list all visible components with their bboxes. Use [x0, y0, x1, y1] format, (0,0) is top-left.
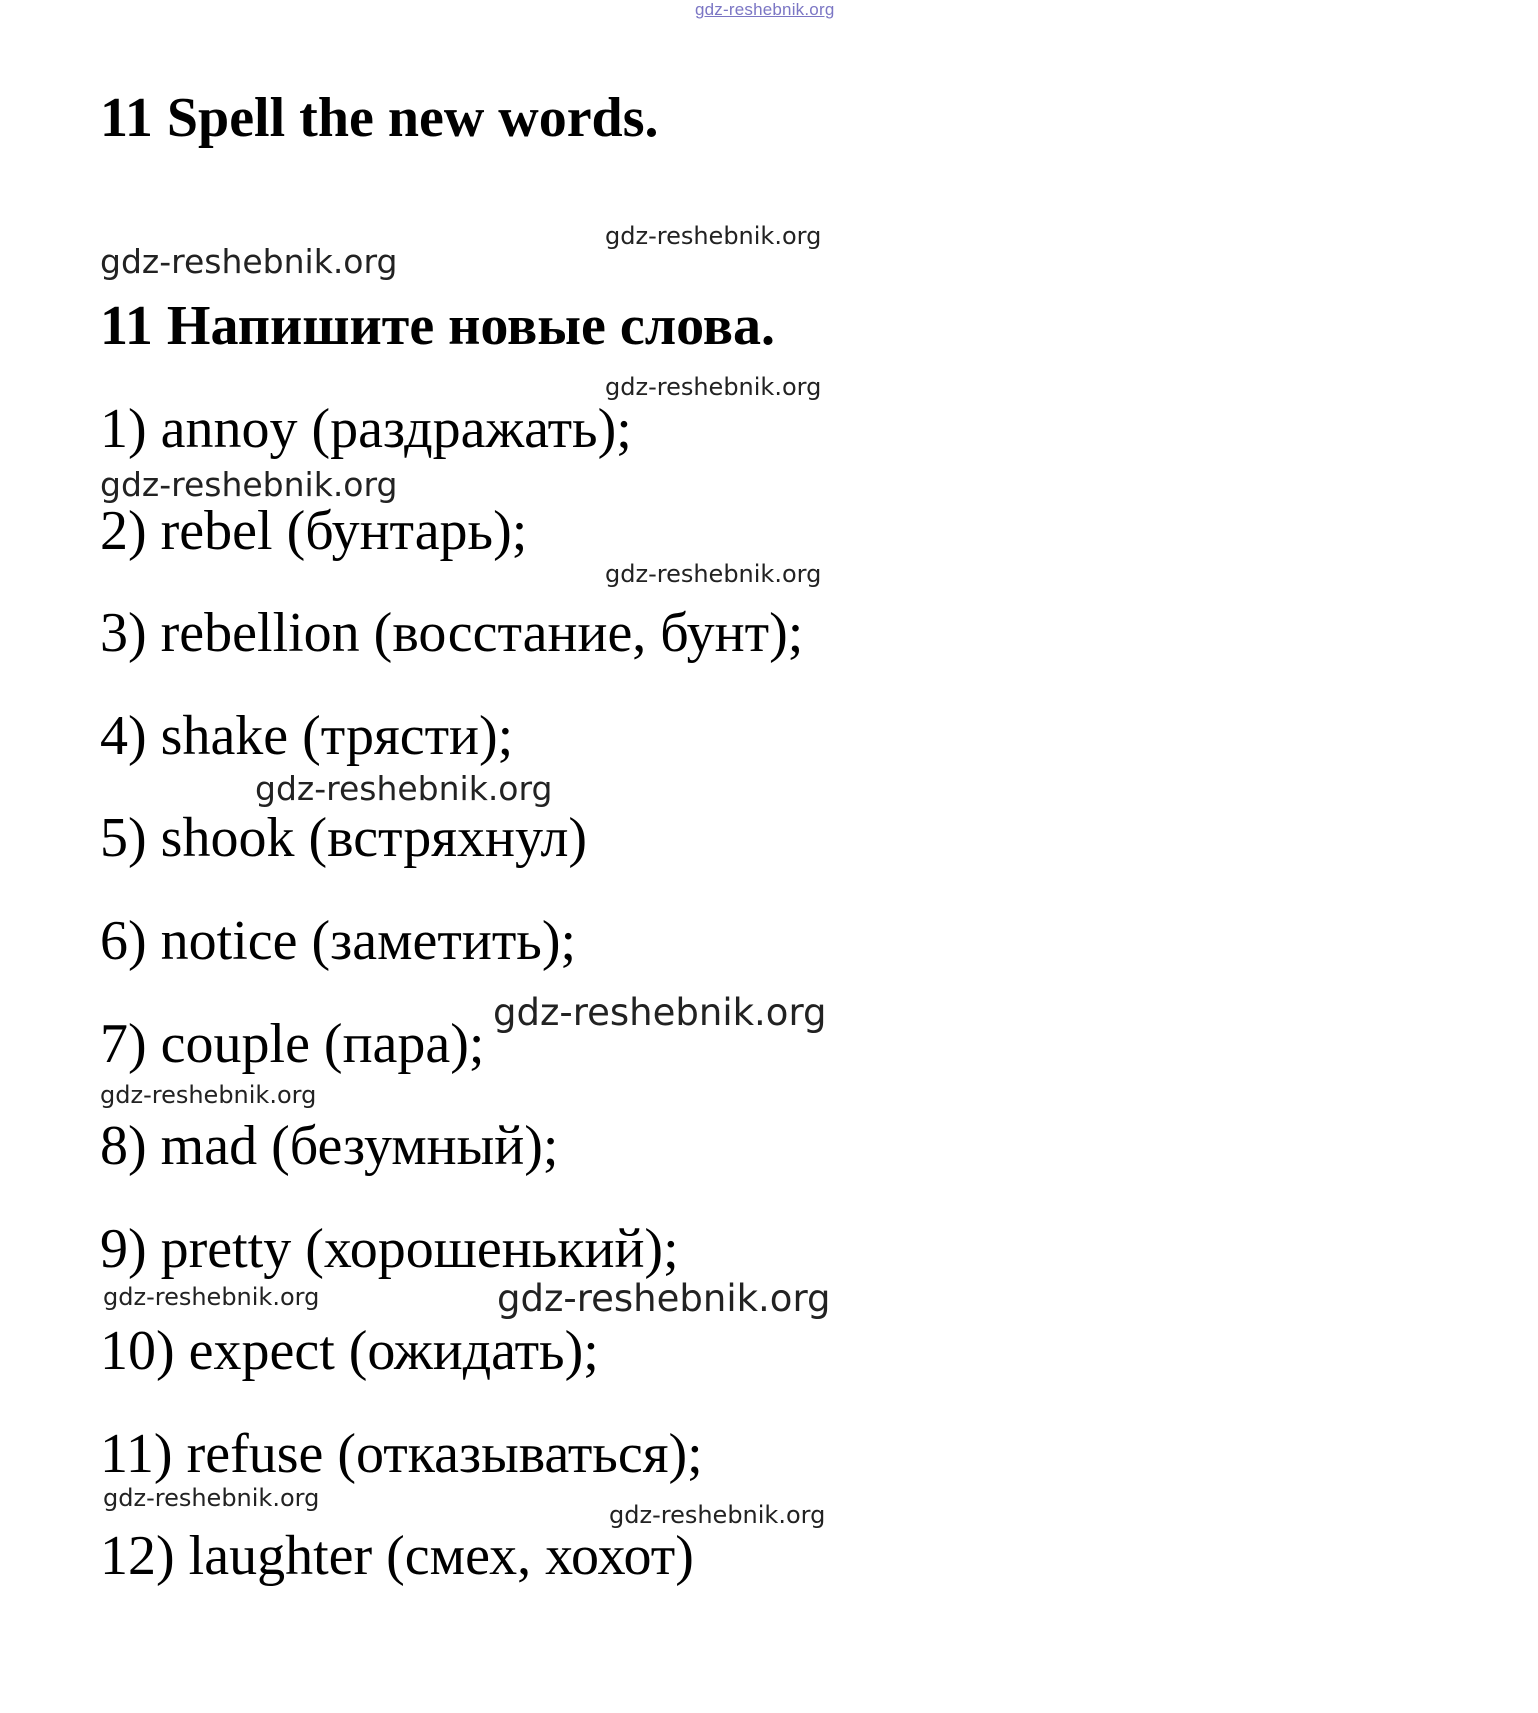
word-item-9: 9) pretty (хорошенький);: [100, 1218, 679, 1280]
heading-russian: 11 Напишите новые слова.: [100, 295, 775, 357]
heading-english: 11 Spell the new words.: [100, 87, 659, 149]
word-item-2: 2) rebel (бунтарь);: [100, 500, 528, 562]
word-item-10: 10) expect (ожидать);: [100, 1320, 599, 1382]
watermark: gdz-reshebnik.org: [255, 769, 553, 808]
word-item-7: 7) couple (пара);: [100, 1013, 485, 1075]
word-item-3: 3) rebellion (восстание, бунт);: [100, 602, 804, 664]
word-item-8: 8) mad (безумный);: [100, 1115, 559, 1177]
word-item-4: 4) shake (трясти);: [100, 705, 514, 767]
watermark: gdz-reshebnik.org: [605, 222, 822, 250]
watermark: gdz-reshebnik.org: [100, 465, 398, 504]
watermark: gdz-reshebnik.org: [497, 1277, 831, 1320]
watermark: gdz-reshebnik.org: [103, 1484, 320, 1512]
word-item-12: 12) laughter (смех, хохот): [100, 1525, 694, 1587]
word-item-6: 6) notice (заметить);: [100, 910, 577, 972]
watermark: gdz-reshebnik.org: [100, 242, 398, 281]
watermark: gdz-reshebnik.org: [103, 1283, 320, 1311]
watermark: gdz-reshebnik.org: [493, 991, 827, 1034]
word-item-5: 5) shook (встряхнул): [100, 807, 588, 869]
word-item-11: 11) refuse (отказываться);: [100, 1423, 703, 1485]
top-watermark: gdz-reshebnik.org: [695, 0, 835, 19]
watermark: gdz-reshebnik.org: [605, 373, 822, 401]
watermark: gdz-reshebnik.org: [100, 1081, 317, 1109]
word-item-1: 1) annoy (раздражать);: [100, 398, 632, 460]
watermark: gdz-reshebnik.org: [605, 560, 822, 588]
watermark: gdz-reshebnik.org: [609, 1501, 826, 1529]
